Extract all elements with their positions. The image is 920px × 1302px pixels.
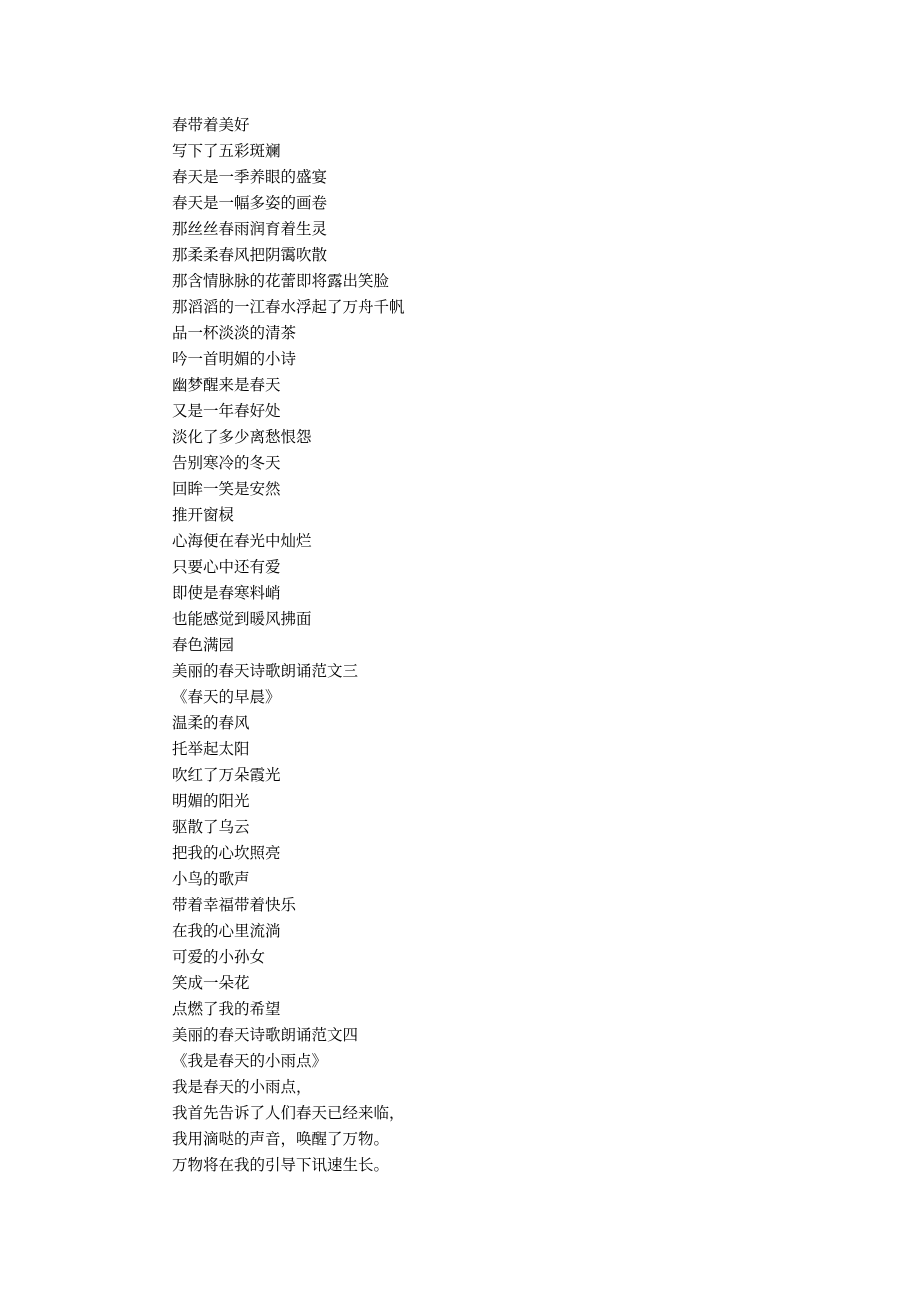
text-line: 那丝丝春雨润育着生灵 <box>172 220 328 238</box>
text-line: 也能感觉到暖风拂面 <box>172 610 312 628</box>
text-line: 温柔的春风 <box>172 714 250 732</box>
text-line: 我用滴哒的声音，唤醒了万物。 <box>172 1130 390 1148</box>
text-line: 幽梦醒来是春天 <box>172 376 281 394</box>
text-line: 告别寒冷的冬天 <box>172 454 281 472</box>
text-line: 笑成一朵花 <box>172 974 250 992</box>
text-line: 心海便在春光中灿烂 <box>172 532 312 550</box>
text-line: 明媚的阳光 <box>172 792 250 810</box>
text-line: 那柔柔春风把阴霭吹散 <box>172 246 328 264</box>
text-line: 春天是一季养眼的盛宴 <box>172 168 328 186</box>
text-line: 带着幸福带着快乐 <box>172 896 297 914</box>
text-line: 《我是春天的小雨点》 <box>172 1052 328 1070</box>
text-line: 把我的心坎照亮 <box>172 844 281 862</box>
text-line: 品一杯淡淡的清茶 <box>172 324 297 342</box>
text-line: 回眸一笑是安然 <box>172 480 281 498</box>
text-line: 淡化了多少离愁恨怨 <box>172 428 312 446</box>
text-line: 那含情脉脉的花蕾即将露出笑脸 <box>172 272 390 290</box>
text-line: 写下了五彩斑斓 <box>172 142 281 160</box>
text-line: 又是一年春好处 <box>172 402 281 420</box>
text-line: 春色满园 <box>172 636 235 654</box>
text-line: 吟一首明媚的小诗 <box>172 350 297 368</box>
text-line: 万物将在我的引导下讯速生长。 <box>172 1156 390 1174</box>
text-line: 驱散了乌云 <box>172 818 250 836</box>
text-line: 小鸟的歌声 <box>172 870 250 888</box>
text-line: 在我的心里流淌 <box>172 922 281 940</box>
text-line: 吹红了万朵霞光 <box>172 766 281 784</box>
text-line: 我首先告诉了人们春天已经来临， <box>172 1104 405 1122</box>
text-line: 我是春天的小雨点， <box>172 1078 312 1096</box>
text-line: 可爱的小孙女 <box>172 948 266 966</box>
text-line: 美丽的春天诗歌朗诵范文三 <box>172 662 359 680</box>
text-line: 即使是春寒料峭 <box>172 584 281 602</box>
text-line: 托举起太阳 <box>172 740 250 758</box>
text-line: 春带着美好 <box>172 116 250 134</box>
text-line: 推开窗棂 <box>172 506 235 524</box>
text-line: 《春天的早晨》 <box>172 688 281 706</box>
poem-text <box>172 112 405 1178</box>
text-line: 只要心中还有爱 <box>172 558 281 576</box>
text-line: 那滔滔的一江春水浮起了万舟千帆 <box>172 298 405 316</box>
text-line: 春天是一幅多姿的画卷 <box>172 194 328 212</box>
text-line: 美丽的春天诗歌朗诵范文四 <box>172 1026 359 1044</box>
text-line: 点燃了我的希望 <box>172 1000 281 1018</box>
